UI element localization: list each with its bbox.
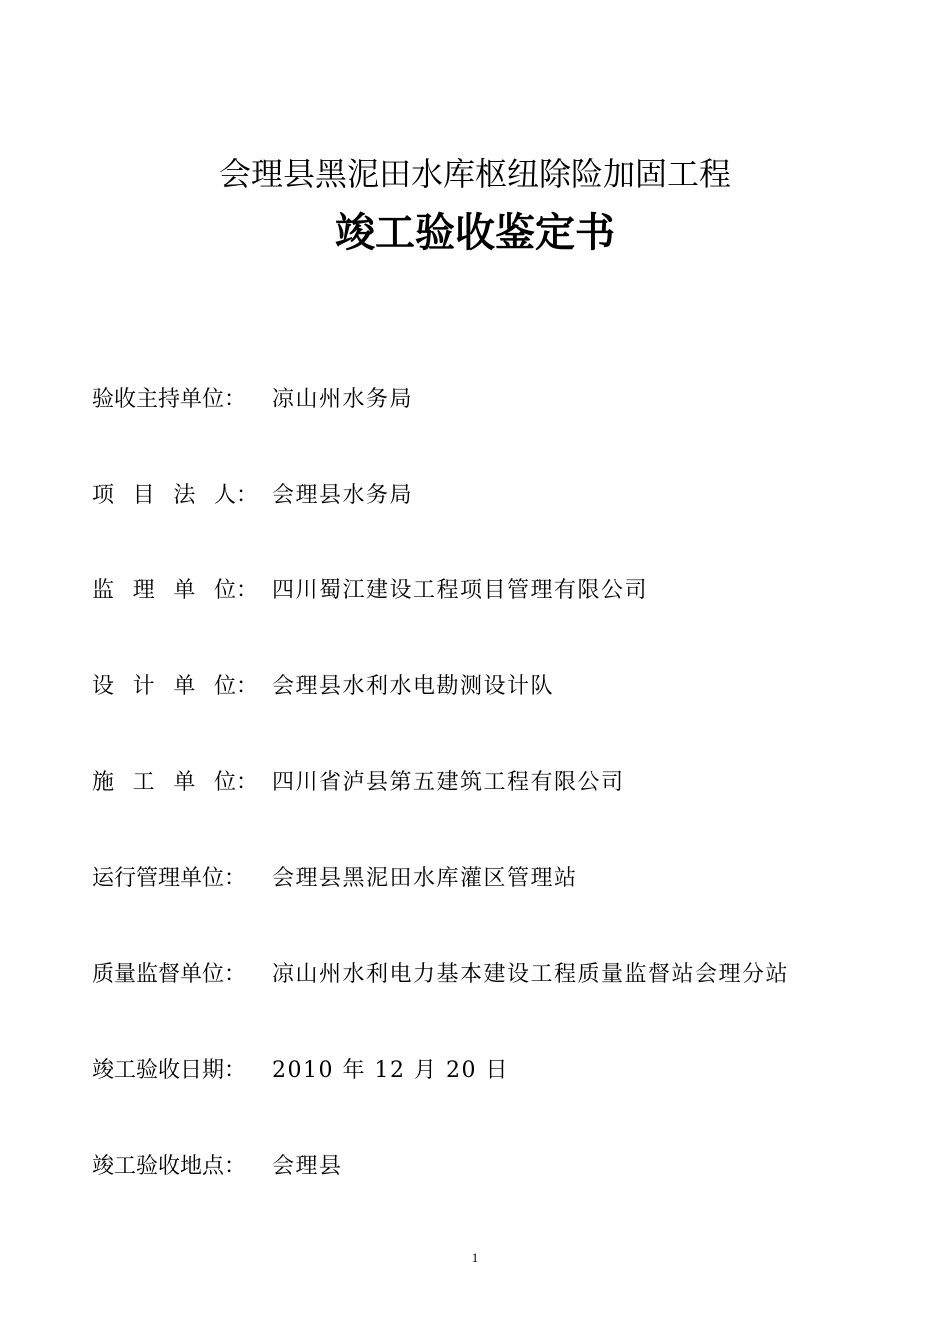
field-operation-management-unit <box>92 862 578 896</box>
field-value: 2010 年 12 月 20 日 <box>272 1058 509 1083</box>
document-title: 会理县黑泥田水库枢纽除险加固工程 <box>218 155 731 193</box>
field-value: 会理县 <box>272 1154 343 1179</box>
field-label-char: 计 <box>132 674 155 699</box>
field-label-char: 位： <box>213 674 258 699</box>
field-label-char: 监 <box>92 578 115 603</box>
field-label-char: 单 <box>173 578 196 603</box>
field-label: 验收主持单位： <box>92 387 247 412</box>
field-label-char: 项 <box>92 483 115 508</box>
field-value: 会理县黑泥田水库灌区管理站 <box>272 866 578 891</box>
field-value: 会理县水利水电勘测设计队 <box>272 674 555 699</box>
field-label: 质量监督单位： <box>92 962 247 987</box>
field-construction-unit <box>92 766 625 800</box>
field-label <box>92 670 258 704</box>
field-label-char: 施 <box>92 770 115 795</box>
field-label <box>92 574 258 608</box>
field-design-unit <box>92 670 554 704</box>
field-value: 会理县水务局 <box>272 483 414 508</box>
field-label-char: 设 <box>92 674 115 699</box>
field-acceptance-date <box>92 1054 509 1088</box>
field-label: 运行管理单位： <box>92 866 247 891</box>
field-value: 四川省泸县第五建筑工程有限公司 <box>272 770 625 795</box>
page-number: 1 <box>471 1250 479 1265</box>
field-label: 竣工验收地点： <box>92 1154 247 1179</box>
field-supervision-unit <box>92 574 648 608</box>
field-quality-supervision-unit <box>92 958 789 992</box>
field-value: 凉山州水利电力基本建设工程质量监督站会理分站 <box>272 962 790 987</box>
field-label-char: 目 <box>132 483 155 508</box>
document-subtitle: 竣工验收鉴定书 <box>335 210 615 256</box>
field-project-legal-person <box>92 479 413 513</box>
field-label-char: 单 <box>173 770 196 795</box>
field-label-char: 位： <box>213 770 258 795</box>
field-value: 四川蜀江建设工程项目管理有限公司 <box>272 578 649 603</box>
field-label: 竣工验收日期： <box>92 1058 247 1083</box>
field-label <box>92 766 258 800</box>
field-label-char: 人： <box>213 483 258 508</box>
field-label-char: 位： <box>213 578 258 603</box>
field-label-char: 理 <box>132 578 155 603</box>
field-acceptance-host <box>92 383 413 417</box>
field-label <box>92 479 258 513</box>
field-label-char: 单 <box>173 674 196 699</box>
field-value: 凉山州水务局 <box>272 387 414 412</box>
field-label-char: 工 <box>132 770 155 795</box>
field-acceptance-location <box>92 1150 343 1184</box>
field-label-char: 法 <box>173 483 196 508</box>
